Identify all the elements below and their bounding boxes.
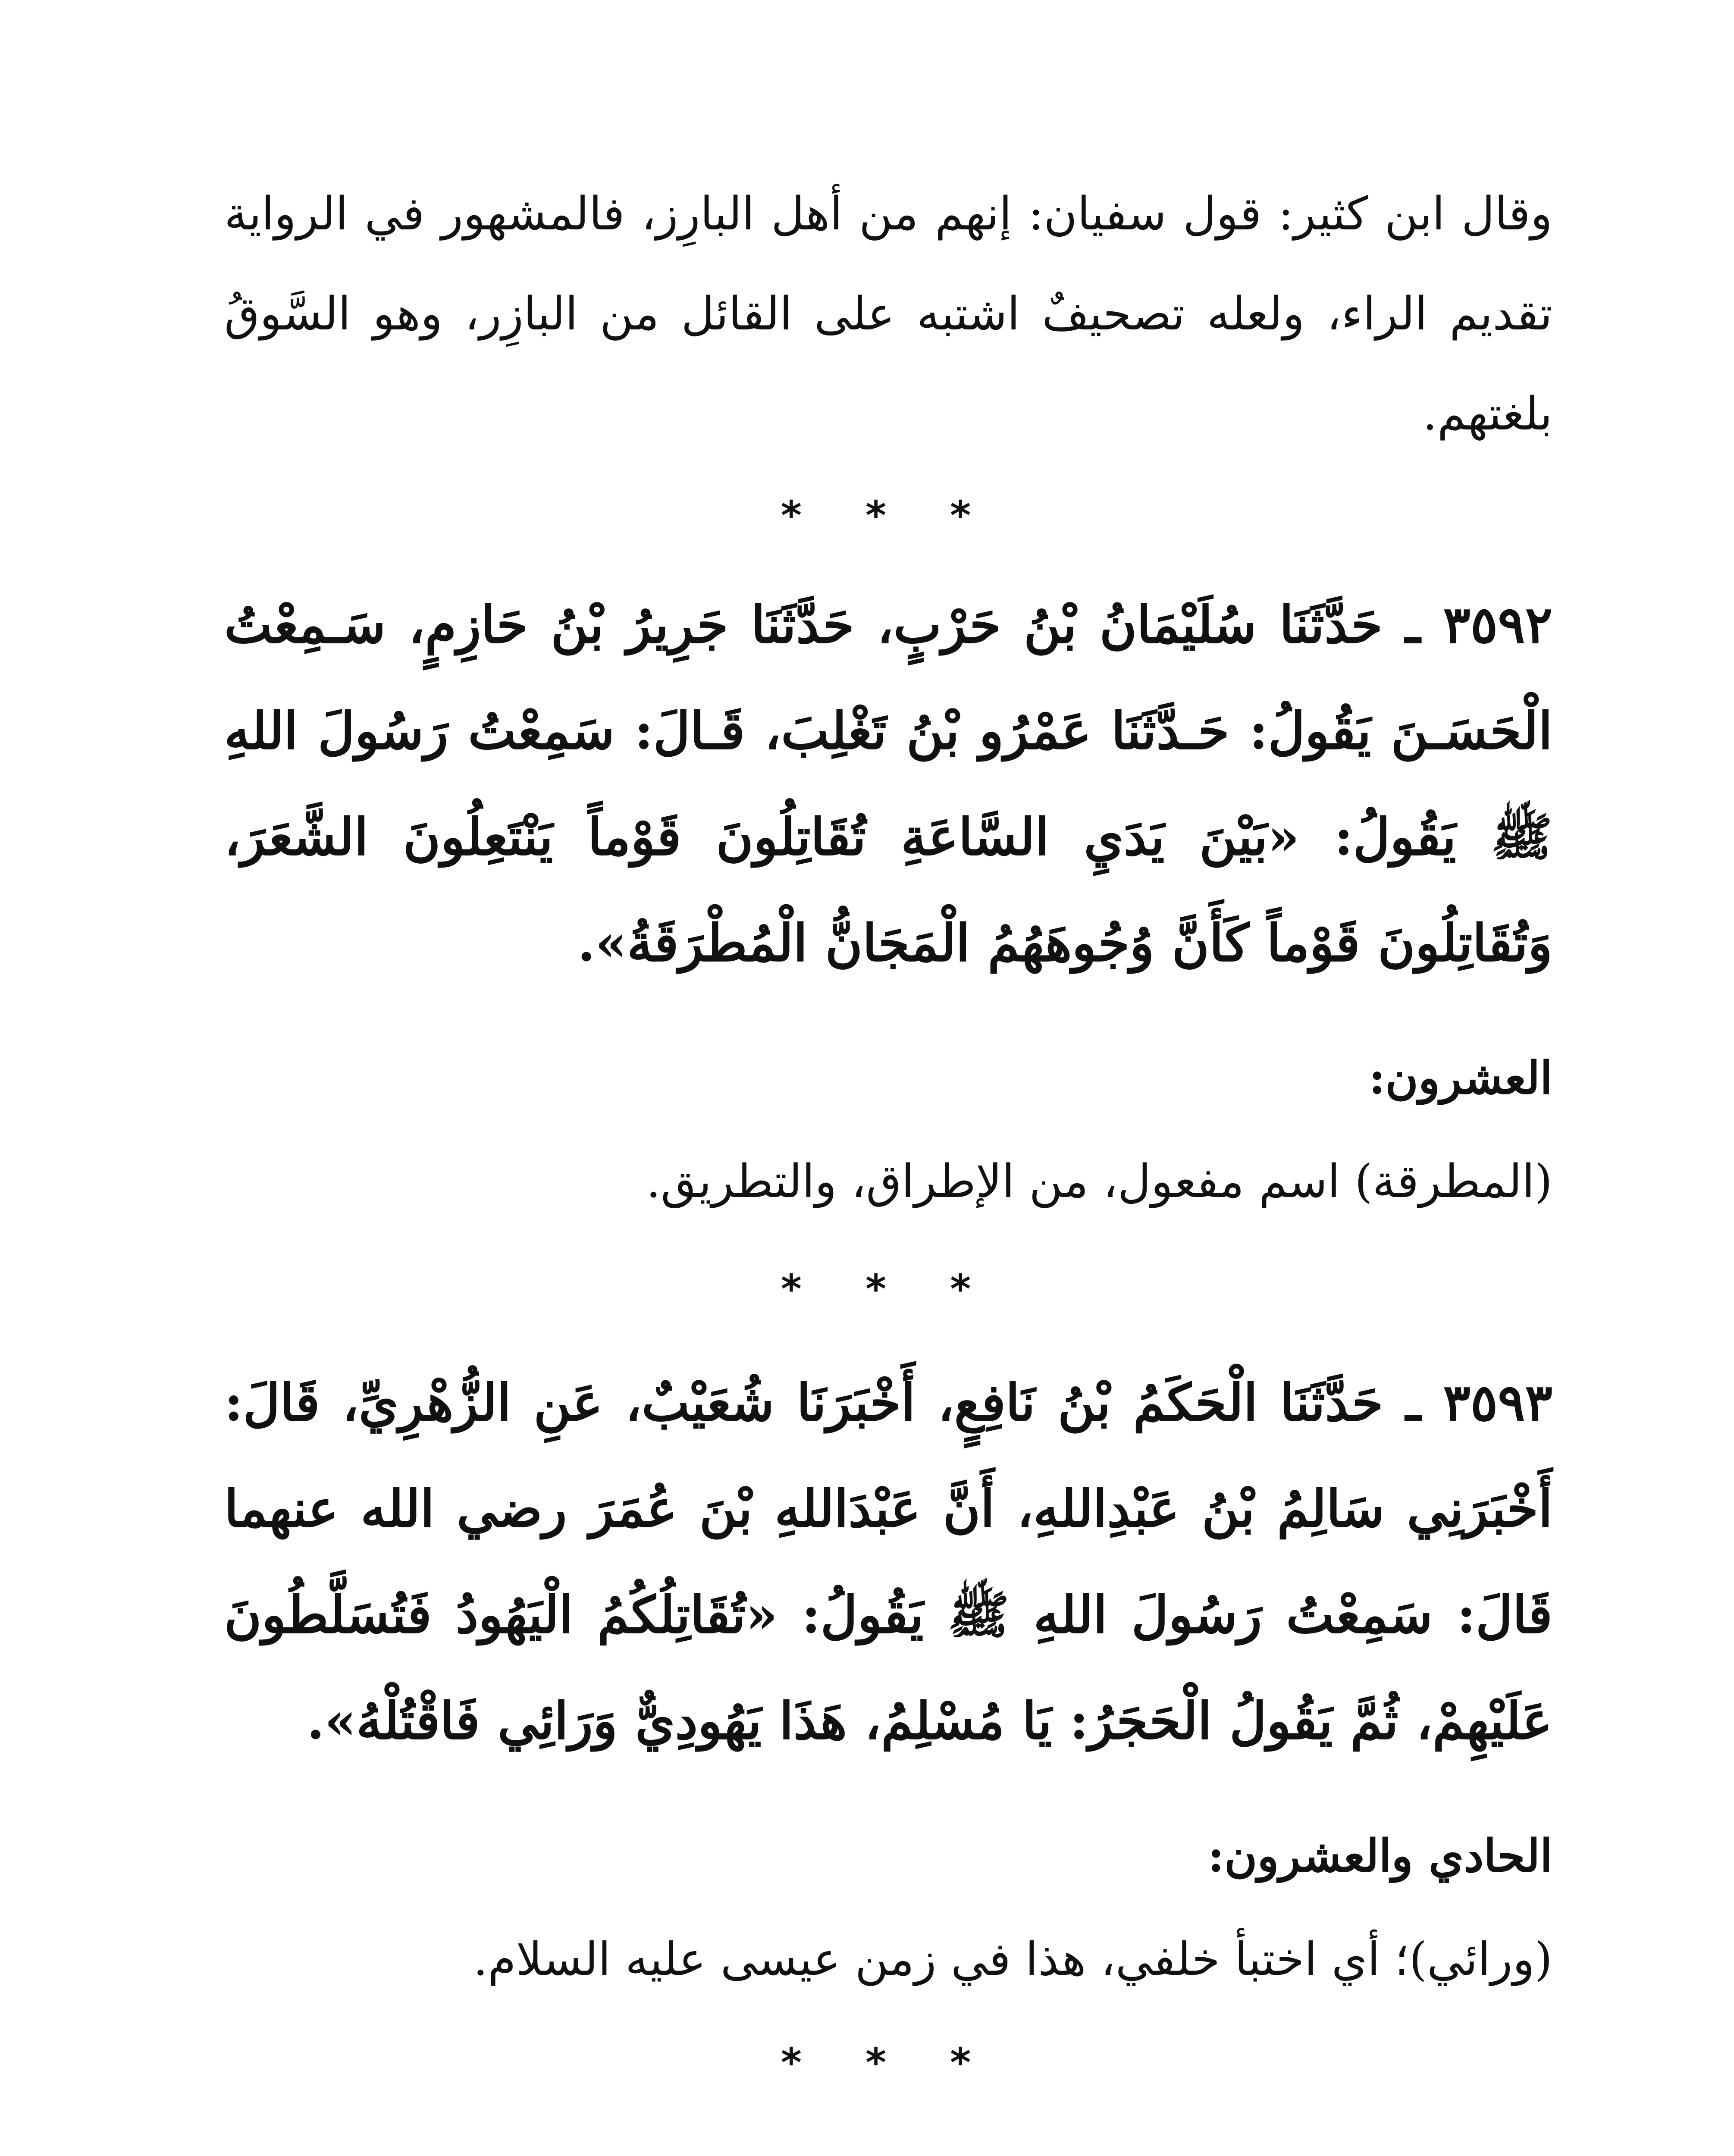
section-separator-1: * * * [781, 492, 996, 539]
book-page [224, 164, 1552, 2156]
hadith-3593-paragraph: ٣٥٩٣ ـ حَدَّثَنَا الْحَكَمُ بْنُ نَافِعٍ، أَخْبَرَنَا شُعَيْبٌ، عَنِ الزُّهْرِيِّ، قَالَ: أَخْبَرَنِي سَالِمُ بْنُ عَبْدِاللهِ، أَنَّ عَبْدَاللهِ بْنَ عُمَرَ رضي الله عنهما قَالَ: سَمِعْتُ رَسُولَ اللهِ ﷺ يَقُولُ: «تُقَاتِلُكُمُ الْيَهُودُ فَتُسَلَّطُونَ عَلَيْهِمْ، ثُمَّ يَقُولُ الْحَجَرُ: يَا مُسْلِمُ، هَذَا يَهُودِيٌّ وَرَائِي فَاقْتُلْهُ». [224, 1373, 1552, 1751]
section-separator-2: * * * [781, 1266, 996, 1312]
section-20-heading: العشرون: [1369, 1051, 1552, 1104]
commentary-intro-paragraph: وقال ابن كثير: قول سفيان: إنهم من أهل البارِز، فالمشهور في الرواية تقديم الراء، ولعله تصحيفٌ اشتبه على القائل من البازِر، وهو السَّوقُ بلغتهم. [224, 187, 1552, 440]
section-21-note: (ورائي)؛ أي اختبأ خلفي، هذا في زمن عيسى عليه السلام. [473, 1933, 1552, 1986]
section-separator-3: * * * [781, 2040, 996, 2086]
section-20-note: (المطرقة) اسم مفعول، من الإطراق، والتطريق. [646, 1155, 1552, 1208]
hadith-3592-paragraph: ٣٥٩٢ ـ حَدَّثَنَا سُلَيْمَانُ بْنُ حَرْبٍ، حَدَّثَنَا جَرِيرُ بْنُ حَازِمٍ، سَـمِعْتُ الْحَسَـنَ يَقُولُ: حَـدَّثَنَا عَمْرُو بْنُ تَغْلِبَ، قَـالَ: سَمِعْتُ رَسُولَ اللهِ ﷺ يَقُولُ: «بَيْنَ يَدَيِ السَّاعَةِ تُقَاتِلُونَ قَوْماً يَنْتَعِلُونَ الشَّعَرَ، وَتُقَاتِلُونَ قَوْماً كَأَنَّ وُجُوهَهُمُ الْمَجَانُّ الْمُطْرَقَةُ». [224, 595, 1552, 973]
section-21-heading: الحادي والعشرون: [1207, 1829, 1552, 1882]
